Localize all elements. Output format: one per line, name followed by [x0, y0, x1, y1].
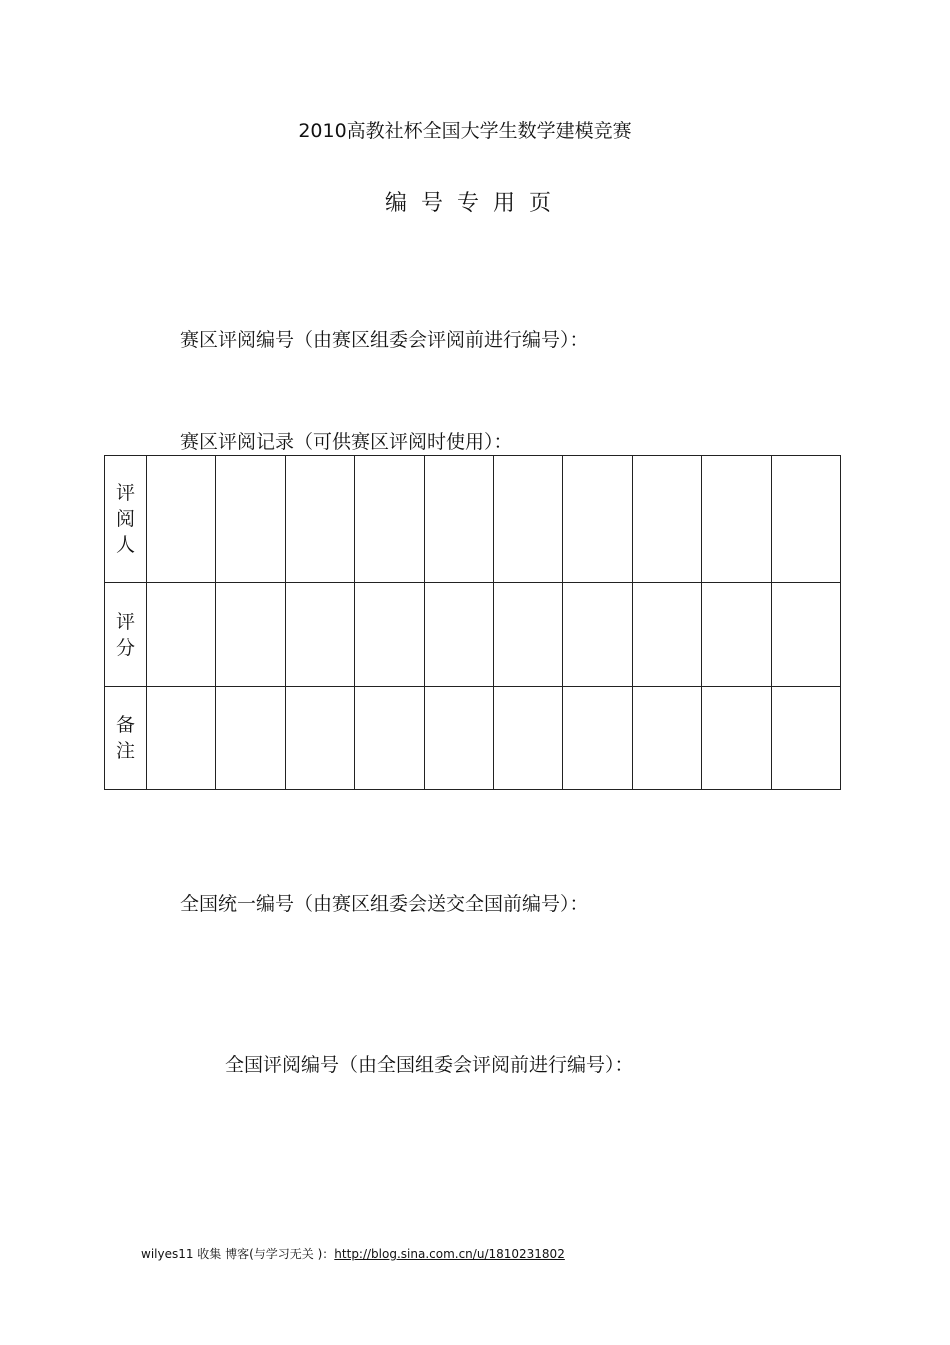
row-header-remarks: 备注 — [105, 686, 147, 789]
table-cell[interactable] — [493, 583, 562, 686]
table-cell[interactable] — [493, 686, 562, 789]
table-cell[interactable] — [355, 583, 424, 686]
table-row — [105, 583, 841, 686]
page-subtitle: 编号专用页 — [384, 191, 565, 216]
table-cell[interactable] — [424, 583, 493, 686]
table-cell[interactable] — [632, 583, 701, 686]
table-cell[interactable] — [702, 686, 771, 789]
row-header-reviewer: 评阅人 — [105, 456, 147, 583]
table-cell[interactable] — [563, 686, 632, 789]
page-title: 2010高教社杯全国大学生数学建模竞赛 — [298, 120, 632, 142]
row-header-score: 评分 — [105, 583, 147, 686]
table-cell[interactable] — [563, 583, 632, 686]
region-review-record-label: 赛区评阅记录（可供赛区评阅时使用）： — [180, 431, 513, 453]
table-cell[interactable] — [702, 583, 771, 686]
table-cell[interactable] — [147, 583, 216, 686]
table-cell[interactable] — [771, 686, 840, 789]
table-cell[interactable] — [216, 686, 285, 789]
review-record-table — [104, 455, 841, 790]
table-cell[interactable] — [216, 456, 285, 583]
table-cell[interactable] — [563, 456, 632, 583]
table-cell[interactable] — [355, 456, 424, 583]
table-cell[interactable] — [355, 686, 424, 789]
table-cell[interactable] — [493, 456, 562, 583]
national-unified-number-label: 全国统一编号（由赛区组委会送交全国前编号）： — [180, 893, 589, 915]
table-cell[interactable] — [702, 456, 771, 583]
table-cell[interactable] — [424, 686, 493, 789]
footer-source: wilyes11 收集 博客(与学习无关 )： — [141, 1247, 335, 1261]
region-review-number-label: 赛区评阅编号（由赛区组委会评阅前进行编号）： — [180, 329, 589, 351]
table-cell[interactable] — [771, 583, 840, 686]
table-row — [105, 686, 841, 789]
table-cell[interactable] — [285, 686, 354, 789]
table-cell[interactable] — [285, 583, 354, 686]
national-review-number-label: 全国评阅编号（由全国组委会评阅前进行编号）： — [225, 1054, 634, 1076]
table-cell[interactable] — [147, 686, 216, 789]
footer — [141, 1246, 565, 1262]
table-cell[interactable] — [216, 583, 285, 686]
table-cell[interactable] — [285, 456, 354, 583]
table-cell[interactable] — [771, 456, 840, 583]
blog-link[interactable]: http://blog.sina.com.cn/u/1810231802 — [334, 1247, 565, 1261]
table-cell[interactable] — [147, 456, 216, 583]
table-row — [105, 456, 841, 583]
table-cell[interactable] — [424, 456, 493, 583]
table-cell[interactable] — [632, 456, 701, 583]
table-cell[interactable] — [632, 686, 701, 789]
